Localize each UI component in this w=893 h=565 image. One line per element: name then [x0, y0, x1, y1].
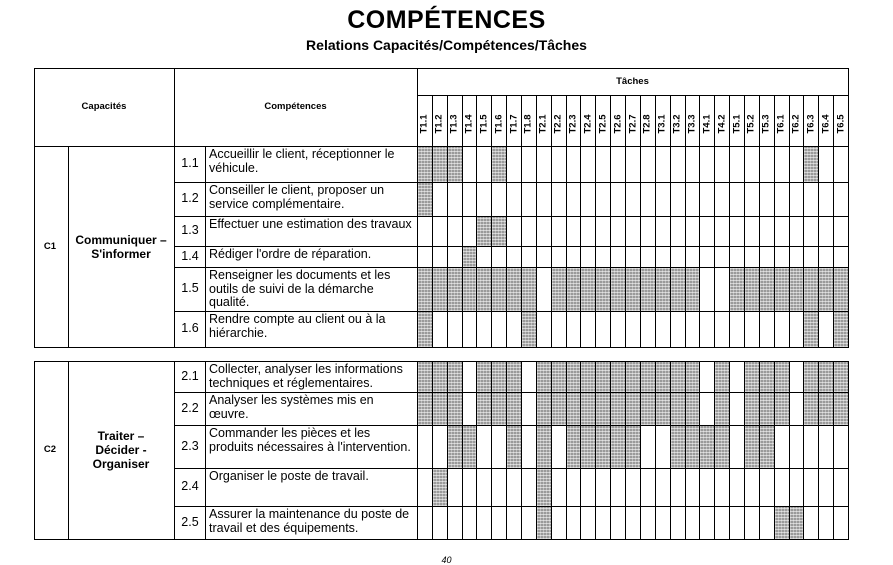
grid-line [759, 146, 760, 348]
task-mark [477, 393, 491, 425]
task-header-T2-8 [640, 109, 654, 139]
grid-line [699, 361, 700, 540]
grid-line [432, 146, 433, 348]
table-border [848, 146, 849, 348]
grid-line [803, 361, 804, 540]
grid-line [744, 361, 745, 540]
task-mark [775, 507, 789, 539]
task-mark [522, 312, 536, 347]
capacity-label [68, 429, 174, 471]
task-mark [507, 393, 521, 425]
grid-line [205, 146, 206, 348]
task-header-T1-2 [432, 109, 446, 139]
grid-line [789, 361, 790, 540]
task-mark [671, 268, 685, 311]
table-border [34, 68, 849, 69]
task-label: T1.4 [463, 114, 475, 134]
grid-line [580, 146, 581, 348]
task-label: T1.6 [493, 114, 505, 134]
task-mark [448, 362, 462, 392]
competence-number: 2.5 [181, 514, 199, 529]
task-mark [819, 362, 833, 392]
table-border [34, 347, 849, 348]
page-subtitle: Relations Capacités/Compétences/Tâches [306, 37, 587, 53]
task-label: T3.3 [686, 114, 698, 134]
competence-description: Rédiger l'ordre de réparation. [209, 247, 372, 261]
task-mark [596, 393, 610, 425]
grid-line [833, 361, 834, 540]
table-border [34, 361, 849, 362]
task-label: T5.1 [731, 114, 743, 134]
task-mark [433, 362, 447, 392]
grid-line [774, 146, 775, 348]
task-mark [819, 268, 833, 311]
capacites-header: Capacités [81, 101, 127, 112]
task-header-T6-4 [819, 109, 833, 139]
task-mark [507, 268, 521, 311]
task-mark [641, 362, 655, 392]
task-label: T4.1 [701, 114, 713, 134]
capacity-label-line: Organiser [92, 457, 150, 471]
task-mark [804, 393, 818, 425]
grid-line [759, 361, 760, 540]
task-mark [581, 362, 595, 392]
competence-description: Accueillir le client, réceptionner le véhicule. [209, 147, 395, 175]
table-border [848, 361, 849, 540]
task-mark [641, 393, 655, 425]
competence-description: Conseiller le client, proposer un service complémentaire. [209, 183, 385, 211]
task-label: T2.8 [641, 114, 653, 134]
task-mark [641, 268, 655, 311]
task-mark [522, 268, 536, 311]
grid-line [462, 361, 463, 540]
capacity-code: C1 [43, 240, 57, 252]
task-label: T2.5 [597, 114, 609, 134]
task-mark [596, 426, 610, 468]
competence-number: 2.1 [181, 368, 199, 383]
grid-line [610, 361, 611, 540]
task-header-T5-3 [759, 109, 773, 139]
grid-line [625, 146, 626, 348]
task-mark [492, 268, 506, 311]
grid-line [566, 361, 567, 540]
task-mark [567, 393, 580, 425]
task-mark [626, 426, 640, 468]
task-mark [492, 217, 506, 246]
competence-description: Organiser le poste de travail. [209, 469, 369, 483]
task-mark [715, 426, 729, 468]
task-label: T1.3 [448, 114, 460, 134]
task-mark [507, 362, 521, 392]
task-mark [448, 147, 462, 182]
grid-line [536, 146, 537, 348]
task-mark [448, 393, 462, 425]
task-mark [775, 362, 789, 392]
task-header-T6-5 [834, 109, 848, 139]
task-label: T2.7 [627, 114, 638, 134]
grid-line [595, 146, 596, 348]
table-border [34, 539, 849, 540]
task-mark [448, 268, 462, 311]
competence-number: 2.3 [181, 438, 199, 453]
grid-line [491, 361, 492, 540]
task-header-T5-2 [744, 109, 758, 139]
task-mark [834, 393, 848, 425]
task-mark [626, 362, 640, 392]
grid-line [818, 146, 819, 348]
grid-line [774, 361, 775, 540]
grid-line [670, 361, 671, 540]
task-header-T2-2 [551, 109, 565, 139]
task-label: T2.1 [537, 114, 549, 134]
task-mark [656, 268, 670, 311]
grid-line [640, 146, 641, 348]
task-mark [804, 362, 818, 392]
competence-number: 1.3 [181, 223, 199, 237]
grid-line [655, 361, 656, 540]
grid-line [417, 361, 418, 540]
task-mark [418, 393, 432, 425]
grid-line [34, 146, 849, 147]
task-mark [552, 268, 566, 311]
task-mark [656, 393, 670, 425]
task-mark [656, 362, 670, 392]
task-mark [567, 426, 580, 468]
task-label: T6.1 [775, 114, 787, 134]
task-label: T1.2 [433, 114, 445, 134]
task-mark [492, 147, 506, 182]
task-mark [686, 268, 699, 311]
task-header-T1-8 [521, 109, 535, 139]
task-mark [730, 268, 744, 311]
competence-description: Assurer la maintenance du poste de travail et des équipements. [209, 507, 410, 535]
task-mark [626, 393, 640, 425]
competence-number: 1.5 [181, 281, 199, 295]
page-number: 40 [441, 555, 452, 565]
grid-line [744, 146, 745, 348]
grid-line [476, 146, 477, 348]
task-mark [745, 426, 759, 468]
grid-line [521, 146, 522, 348]
competence-number: 1.2 [181, 191, 199, 205]
grid-line [551, 361, 552, 540]
grid-line [447, 146, 448, 348]
grid-line [506, 146, 507, 348]
task-header-T3-2 [670, 109, 684, 139]
competence-number: 1.6 [181, 321, 199, 335]
task-mark [596, 268, 610, 311]
task-mark [760, 393, 774, 425]
grid-line [699, 146, 700, 348]
task-mark [552, 393, 566, 425]
table-border [848, 68, 849, 147]
capacity-code: C2 [43, 444, 57, 455]
task-mark [418, 312, 432, 347]
task-header-T1-1 [417, 109, 431, 139]
task-header-T1-5 [477, 109, 491, 139]
competence-description: Analyser les systèmes mis en œuvre. [209, 393, 374, 421]
task-header-T6-3 [804, 109, 818, 139]
task-mark [804, 147, 818, 182]
task-mark [834, 362, 848, 392]
task-mark [775, 393, 789, 425]
task-label: T5.2 [745, 114, 757, 134]
task-mark [537, 426, 551, 468]
task-header-T6-1 [774, 109, 788, 139]
grid-line [551, 146, 552, 348]
grid-line [595, 361, 596, 540]
task-mark [715, 362, 729, 392]
task-mark [418, 183, 432, 216]
task-mark [433, 393, 447, 425]
task-mark [433, 147, 447, 182]
grid-line [789, 146, 790, 348]
task-mark [537, 393, 551, 425]
grid-line [714, 361, 715, 540]
task-mark [745, 393, 759, 425]
task-mark [819, 393, 833, 425]
task-label: T6.2 [790, 114, 802, 134]
task-mark [671, 393, 685, 425]
task-mark [537, 469, 551, 506]
grid-line [580, 361, 581, 540]
task-mark [804, 268, 818, 311]
task-label: T6.5 [835, 114, 847, 134]
grid-line [506, 361, 507, 540]
task-mark [477, 268, 491, 311]
task-header-T3-1 [655, 109, 669, 139]
task-mark [463, 247, 476, 267]
task-mark [552, 362, 566, 392]
competence-description: Commander les pièces et les produits nécessaires à l'intervention. [209, 426, 411, 454]
task-mark [537, 362, 551, 392]
grid-line [685, 146, 686, 348]
taches-header: Tâches [616, 76, 649, 87]
task-mark [745, 268, 759, 311]
grid-line [625, 361, 626, 540]
task-mark [567, 268, 580, 311]
task-mark [790, 507, 803, 539]
grid-line [432, 361, 433, 540]
task-mark [581, 268, 595, 311]
task-header-T4-2 [715, 109, 729, 139]
task-label: T1.7 [508, 114, 520, 134]
task-label: T1.8 [522, 114, 534, 134]
task-mark [834, 268, 848, 311]
grid-line [803, 146, 804, 348]
grid-line [714, 146, 715, 348]
grid-line [640, 361, 641, 540]
competence-number: 2.4 [181, 479, 199, 493]
task-mark [418, 268, 432, 311]
task-mark [611, 362, 625, 392]
task-mark [596, 362, 610, 392]
grid-line [818, 361, 819, 540]
competence-description: Rendre compte au client ou à la hiérarchie. [209, 312, 386, 340]
task-mark [760, 362, 774, 392]
task-mark [611, 426, 625, 468]
task-header-T5-1 [730, 109, 744, 139]
capacity-label [68, 233, 174, 261]
task-label: T2.2 [552, 114, 564, 134]
task-header-T6-2 [789, 109, 803, 139]
capacity-label-line: Traiter – [97, 429, 145, 443]
grid-line [610, 146, 611, 348]
task-header-T3-3 [685, 109, 699, 139]
grid-line [670, 146, 671, 348]
task-label: T2.6 [612, 114, 624, 134]
task-label: T6.4 [820, 114, 832, 134]
task-mark [671, 362, 685, 392]
task-mark [834, 312, 848, 347]
grid-line [491, 146, 492, 348]
task-mark [715, 393, 729, 425]
task-mark [775, 268, 789, 311]
task-header-T1-4 [462, 109, 476, 139]
task-label: T1.5 [478, 114, 490, 134]
competence-description: Renseigner les documents et les outils de suivi de la démarche qualité. [209, 268, 391, 309]
task-mark [418, 147, 432, 182]
task-mark [611, 393, 625, 425]
task-header-T2-3 [566, 109, 580, 139]
task-header-T1-3 [447, 109, 461, 139]
competences-header: Compétences [264, 101, 327, 112]
task-mark [463, 268, 476, 311]
grid-line [174, 146, 175, 348]
task-mark [626, 268, 640, 311]
task-header-T2-7 [626, 109, 640, 139]
competence-number: 2.2 [181, 400, 199, 415]
grid-line [685, 361, 686, 540]
task-label: T5.3 [760, 114, 772, 134]
grid-line [833, 146, 834, 348]
task-mark [567, 362, 580, 392]
page-title: COMPÉTENCES [347, 6, 546, 34]
task-header-T1-7 [507, 109, 521, 139]
grid-line [536, 361, 537, 540]
task-mark [492, 393, 506, 425]
task-label: T3.2 [671, 114, 683, 134]
grid-line [447, 361, 448, 540]
task-label: T6.3 [805, 114, 817, 134]
task-header-T2-6 [611, 109, 625, 139]
task-label: T3.1 [656, 114, 668, 134]
task-mark [492, 362, 506, 392]
grid-line [729, 146, 730, 348]
grid-line [655, 146, 656, 348]
task-header-T2-5 [596, 109, 610, 139]
grid-line [566, 146, 567, 348]
task-mark [760, 268, 774, 311]
task-header-T1-6 [492, 109, 506, 139]
task-mark [507, 426, 521, 468]
task-mark [745, 362, 759, 392]
task-header-T4-1 [700, 109, 714, 139]
task-mark [686, 393, 699, 425]
competence-description: Collecter, analyser les informations techniques et réglementaires. [209, 362, 403, 390]
task-label: T4.2 [716, 114, 728, 134]
task-mark [477, 217, 491, 246]
task-mark [804, 312, 818, 347]
task-mark [477, 362, 491, 392]
task-mark [671, 426, 685, 468]
capacity-label-line: Décider - [95, 443, 147, 457]
task-mark [448, 426, 462, 468]
competence-number: 1.1 [181, 156, 199, 170]
task-mark [581, 426, 595, 468]
task-mark [760, 426, 774, 468]
task-mark [537, 507, 551, 539]
task-label: T2.4 [582, 114, 594, 134]
grid-line [476, 361, 477, 540]
task-mark [686, 426, 699, 468]
task-header-T2-1 [536, 109, 550, 139]
task-header-T2-4 [581, 109, 595, 139]
task-label: T1.1 [418, 114, 430, 134]
grid-line [417, 95, 849, 96]
task-mark [433, 268, 447, 311]
task-mark [463, 426, 476, 468]
grid-line [521, 361, 522, 540]
capacity-label-line: S'informer [91, 246, 151, 261]
task-label: T2.3 [567, 114, 579, 134]
grid-line [462, 146, 463, 348]
task-mark [611, 268, 625, 311]
grid-line [729, 361, 730, 540]
task-mark [686, 362, 699, 392]
competence-number: 1.4 [181, 248, 199, 263]
capacity-label-line: Communiquer – [75, 232, 167, 247]
task-mark [790, 268, 803, 311]
task-mark [581, 393, 595, 425]
task-mark [700, 426, 714, 468]
task-mark [433, 469, 447, 506]
competence-description: Effectuer une estimation des travaux [209, 217, 412, 231]
grid-line [417, 146, 418, 348]
task-mark [418, 362, 432, 392]
